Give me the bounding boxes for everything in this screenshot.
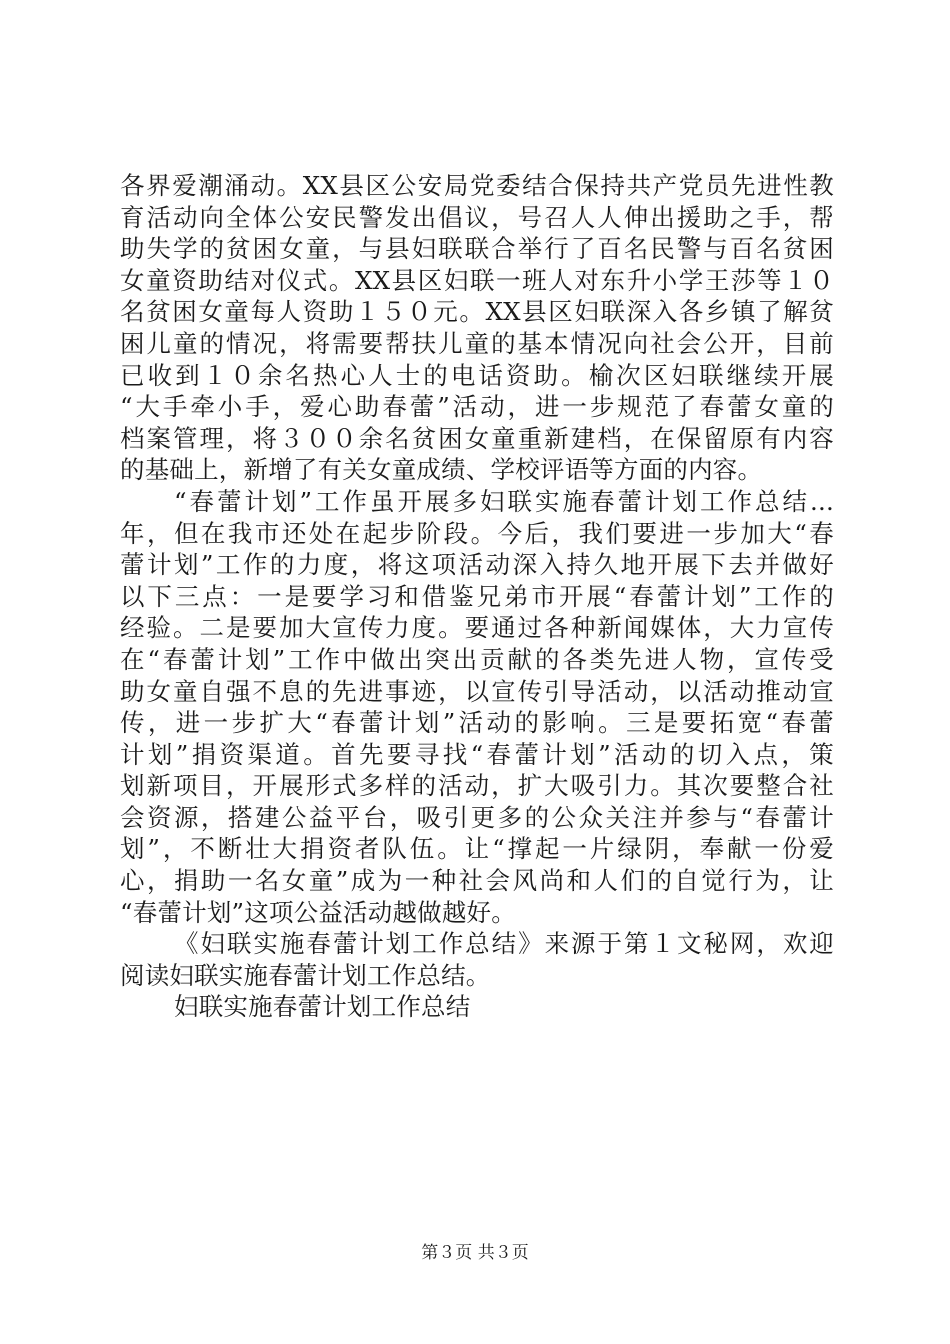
text-line: 名贫困女童每人资助１５０元。XX县区妇联深入各乡镇了解贫 [120,297,834,327]
text-line: 划新项目，开展形式多样的活动，扩大吸引力。其次要整合社 [120,771,834,801]
text-line: 在“春蕾计划”工作中做出突出贡献的各类先进人物，宣传受 [120,644,834,674]
text-line: “大手牵小手，爱心助春蕾”活动，进一步规范了春蕾女童的 [120,392,834,422]
text-line: 以下三点：一是要学习和借鉴兄弟市开展“春蕾计划”工作的 [120,581,834,611]
text-line: 妇联实施春蕾计划工作总结 [174,992,471,1022]
text-line: 会资源，搭建公益平台，吸引更多的公众关注并参与“春蕾计 [120,802,834,832]
text-line: 《妇联实施春蕾计划工作总结》来源于第１文秘网，欢迎 [174,929,834,959]
document-body [120,170,834,1023]
text-line: 助失学的贫困女童，与县妇联联合举行了百名民警与百名贫困 [120,234,834,264]
text-line: 阅读妇联实施春蕾计划工作总结。 [120,960,491,990]
text-line: 档案管理，将３００余名贫困女童重新建档，在保留原有内容 [120,423,834,453]
page-number-footer: 第３页 共３页 [421,1243,529,1263]
text-line: 的基础上，新增了有关女童成绩、学校评语等方面的内容。 [120,455,763,485]
text-line: “春蕾计划”工作虽开展多妇联实施春蕾计划工作总结... [174,486,834,516]
text-line: “春蕾计划”这项公益活动越做越好。 [120,897,516,927]
text-line: 女童资助结对仪式。XX县区妇联一班人对东升小学王莎等１０ [120,265,834,295]
text-line: 经验。二是要加大宣传力度。要通过各种新闻媒体，大力宣传 [120,613,834,643]
text-line: 各界爱潮涌动。XX县区公安局党委结合保持共产党员先进性教 [120,171,834,200]
text-line: 计划”捐资渠道。首先要寻找“春蕾计划”活动的切入点，策 [120,739,834,769]
text-line: 年，但在我市还处在起步阶段。今后，我们要进一步加大“春 [120,518,834,548]
text-line: 蕾计划”工作的力度，将这项活动深入持久地开展下去并做好 [120,550,834,580]
text-line: 育活动向全体公安民警发出倡议，号召人人伸出援助之手，帮 [120,202,834,232]
text-line: 助女童自强不息的先进事迹，以宣传引导活动，以活动推动宣 [120,676,834,706]
text-line: 心，捐助一名女童”成为一种社会风尚和人们的自觉行为，让 [120,866,834,896]
text-line: 传，进一步扩大“春蕾计划”活动的影响。三是要拓宽“春蕾 [120,708,834,738]
text-line: 困儿童的情况，将需要帮扶儿童的基本情况向社会公开，目前 [120,328,834,358]
text-line: 划”，不断壮大捐资者队伍。让“撑起一片绿阴，奉献一份爱 [120,834,834,864]
text-line: 已收到１０余名热心人士的电话资助。榆次区妇联继续开展 [120,360,834,390]
